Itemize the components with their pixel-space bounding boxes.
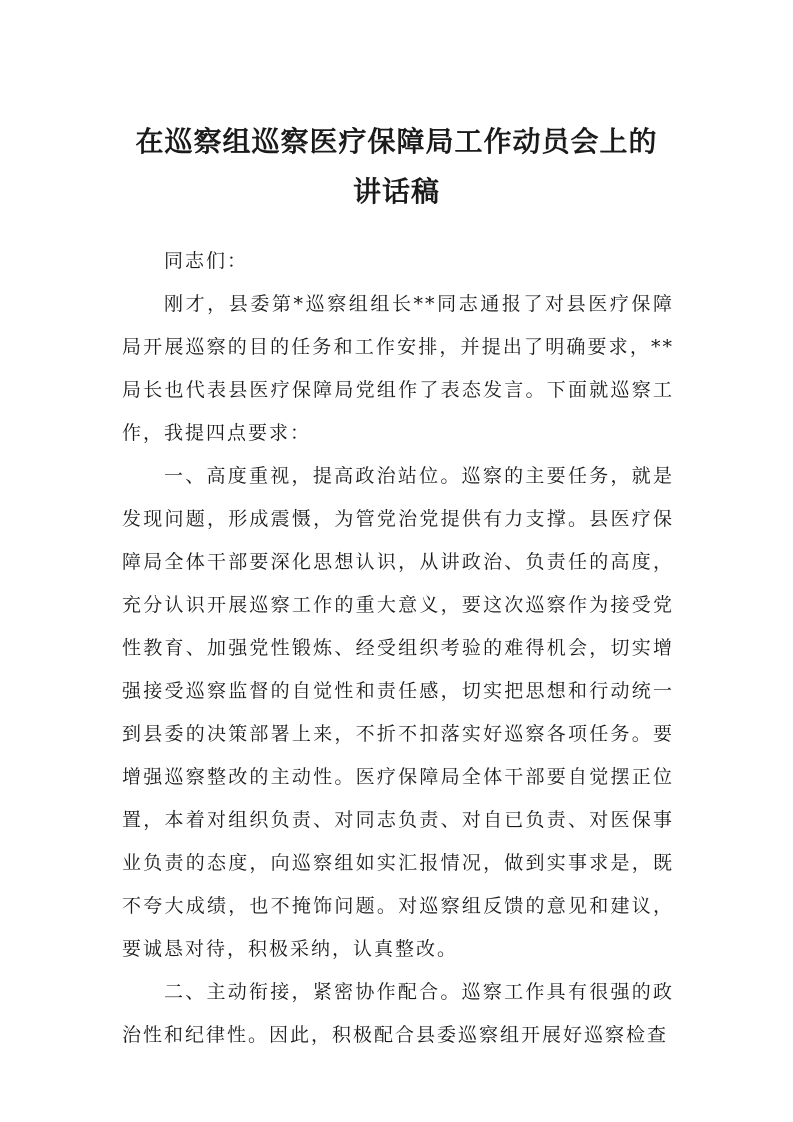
paragraph-intro: 刚才，县委第*巡察组组长**同志通报了对县医疗保障局开展巡察的目的任务和工作安排，并提出了明确要求，**局长也代表县医疗保障局党组作了表态发言。下面就巡察工作，我提四点要求： (122, 293, 674, 444)
salutation: 同志们： (164, 250, 249, 272)
paragraph-point-one: 一、高度重视，提高政治站位。巡察的主要任务，就是发现问题，形成震慑，为管党治党提供有力支撑。县医疗保障局全体干部要深化思想认识，从讲政治、负责任的高度，充分认识开展巡察工作的重大意义，要这次巡察作为接受党性教育、加强党性锻炼、经受组织考验的难得机会，切实增强接受巡察监督的自觉性和责任感，切实把思想和行动统一到县委的决策部署上来，不折不扣落实好巡察各项任务。要增强巡察整改的主动性。医疗保障局全体干部要自觉摆正位置，本着对组织负责、对同志负责、对自已负责、对医保事业负责的态度，向巡察组如实汇报情况，做到实事求是，既不夸大成绩，也不掩饰问题。对巡察组反馈的意见和建议，要诚恳对待，积极采纳，认真整改。 (122, 465, 674, 960)
document-title-line-1: 在巡察组巡察医疗保障局工作动员会上的 (135, 125, 658, 158)
paragraph-point-two: 二、主动衔接，紧密协作配合。巡察工作具有很强的政治性和纪律性。因此，积极配合县委巡察组开展好巡察检查 (122, 981, 674, 1046)
document-body (122, 240, 674, 1057)
document-title-line-2: 讲话稿 (352, 175, 440, 208)
